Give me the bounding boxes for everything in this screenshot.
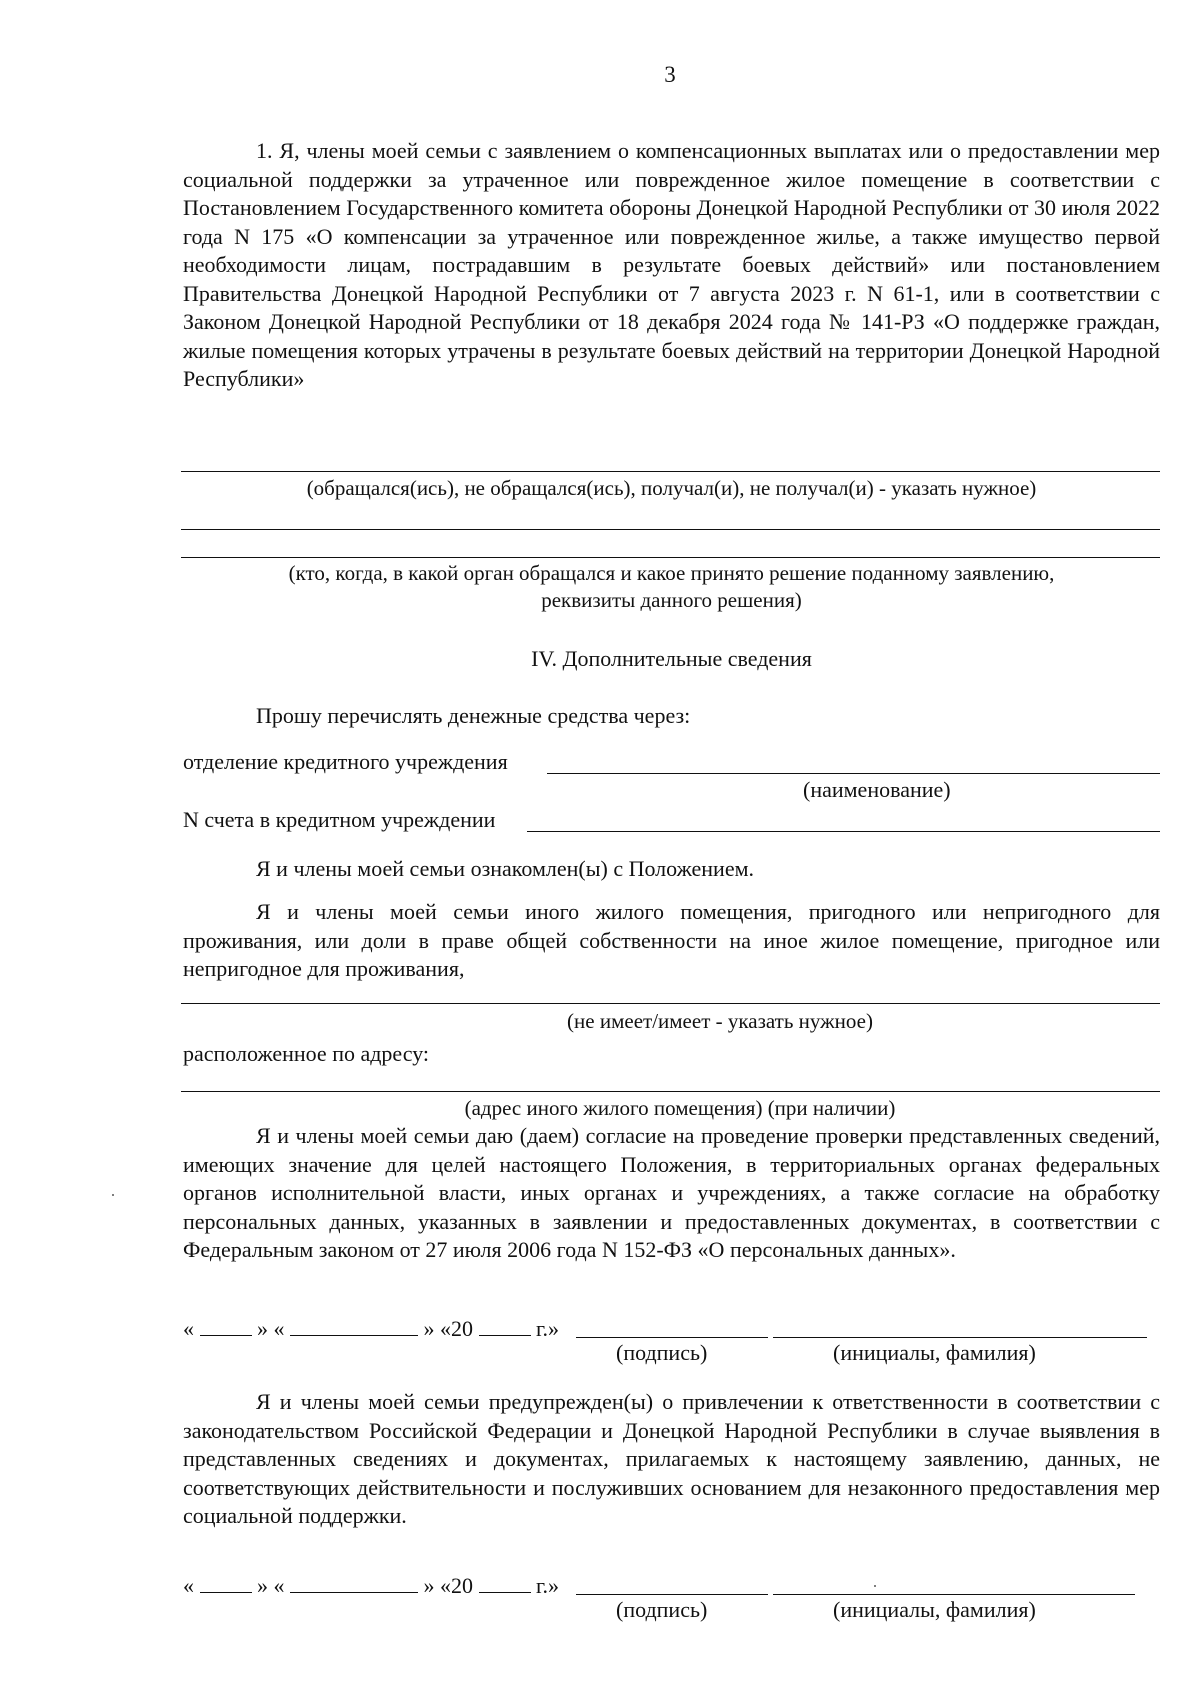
year-prefix: » «20: [423, 1316, 473, 1341]
paragraph-compensation: 1. Я, члены моей семьи с заявлением о компенсационных выплатах или о предоставлении мер социальной поддержки за утраченное или поврежденное жилое помещение в соответствии с Постановлением Государственного комитета обороны Донецкой Народной Республики от 30 июля 2022 года N 175 «О компенсации за утраченное или поврежденное жилье, а также имущество первой необходимости лицам, пострадавшим в результате боевых действий» или постановлением Правительства Донецкой Народной Республики от 7 августа 2023 г. N 61-1, или в соответствии с Законом Донецкой Народной Республики от 18 декабря 2024 года № 141-РЗ «О поддержке граждан, жилые помещения которых утрачены в результате боевых действий на территории Донецкой Народной Республики»: [183, 138, 1160, 391]
initials-field-1[interactable]: [773, 1337, 1147, 1338]
scan-speck: [874, 1585, 876, 1587]
quote-open: «: [183, 1573, 194, 1598]
caption-initials-2: (инициалы, фамилия): [833, 1597, 1036, 1622]
has-housing-field[interactable]: [181, 1003, 1160, 1004]
acquainted-statement: Я и члены моей семьи ознакомлен(ы) с Положением.: [256, 856, 755, 881]
page-number: 3: [664, 62, 676, 87]
caption-applied: (обращался(ись), не обращался(ись), получал(и), не получал(и) - указать нужное): [306, 476, 1037, 500]
caption-has: (не имеет/имеет - указать нужное): [567, 1009, 873, 1033]
transfer-request: Прошу перечислять денежные средства через:: [256, 703, 691, 728]
caption-who-when: [183, 560, 1160, 614]
year-suffix: г.»: [536, 1573, 560, 1598]
account-label: N счета в кредитном учреждении: [183, 807, 496, 832]
caption-signature-1: (подпись): [616, 1340, 708, 1365]
paragraph-warning: Я и члены моей семьи предупрежден(ы) о привлечении к ответственности в соответствии с законодательством Российской Федерации и Донецкой Народной Республики в случае выявления в представленных сведениях и документах, прилагаемых к настоящему заявлению, данных, не соответствующих действительности и послуживших основанием для незаконного предоставления мер социальной поддержки.: [183, 1389, 1160, 1528]
details-field-line-2[interactable]: [181, 557, 1160, 558]
account-field[interactable]: [527, 831, 1160, 832]
paragraph-consent: Я и члены моей семьи даю (даем) согласие на проведение проверки представленных сведений, имеющих значение для целей настоящего Положения, в территориальных органах федеральных органов исполнительной власти, иных органах и учреждениях, а также согласие на обработку персональных данных, указанных в заявлении и предоставленных документах, в соответствии с Федеральным законом от 27 июля 2006 года N 152-ФЗ «О персональных данных».: [183, 1123, 1160, 1262]
address-field[interactable]: [181, 1091, 1160, 1092]
quote-open: «: [183, 1316, 194, 1341]
year-field[interactable]: [479, 1570, 531, 1593]
scan-speck: [112, 1194, 114, 1196]
date-signature-row-2: [183, 1570, 559, 1599]
year-suffix: г.»: [536, 1316, 560, 1341]
caption-signature-2: (подпись): [616, 1597, 708, 1622]
signature-field-1[interactable]: [576, 1337, 768, 1338]
caption-address: (адрес иного жилого помещения) (при наличии): [464, 1096, 896, 1120]
caption-who-when-line1: (кто, когда, в какой орган обращался и какое принято решение поданному заявлению,: [288, 561, 1055, 585]
address-label: расположенное по адресу:: [183, 1041, 430, 1066]
quote-mid: » «: [257, 1573, 285, 1598]
applied-field-line[interactable]: [181, 471, 1160, 472]
month-field[interactable]: [290, 1570, 418, 1593]
quote-mid: » «: [257, 1316, 285, 1341]
day-field[interactable]: [200, 1313, 252, 1336]
date-signature-row-1: [183, 1313, 559, 1342]
section-title: IV. Дополнительные сведения: [531, 646, 812, 671]
month-field[interactable]: [290, 1313, 418, 1336]
details-field-line-1[interactable]: [181, 529, 1160, 530]
caption-name: (наименование): [803, 777, 951, 802]
initials-field-2[interactable]: [773, 1594, 1135, 1595]
bank-branch-label: отделение кредитного учреждения: [183, 749, 508, 774]
caption-who-when-line2: реквизиты данного решения): [541, 588, 802, 612]
bank-branch-field[interactable]: [547, 773, 1160, 774]
paragraph-other-housing: Я и члены моей семьи иного жилого помещения, пригодного или непригодного для проживания, или доли в праве общей собственности на иное жилое помещение, пригодное или непригодное для проживания,: [183, 899, 1160, 981]
signature-field-2[interactable]: [576, 1594, 768, 1595]
day-field[interactable]: [200, 1570, 252, 1593]
caption-initials-1: (инициалы, фамилия): [833, 1340, 1036, 1365]
year-field[interactable]: [479, 1313, 531, 1336]
year-prefix: » «20: [423, 1573, 473, 1598]
